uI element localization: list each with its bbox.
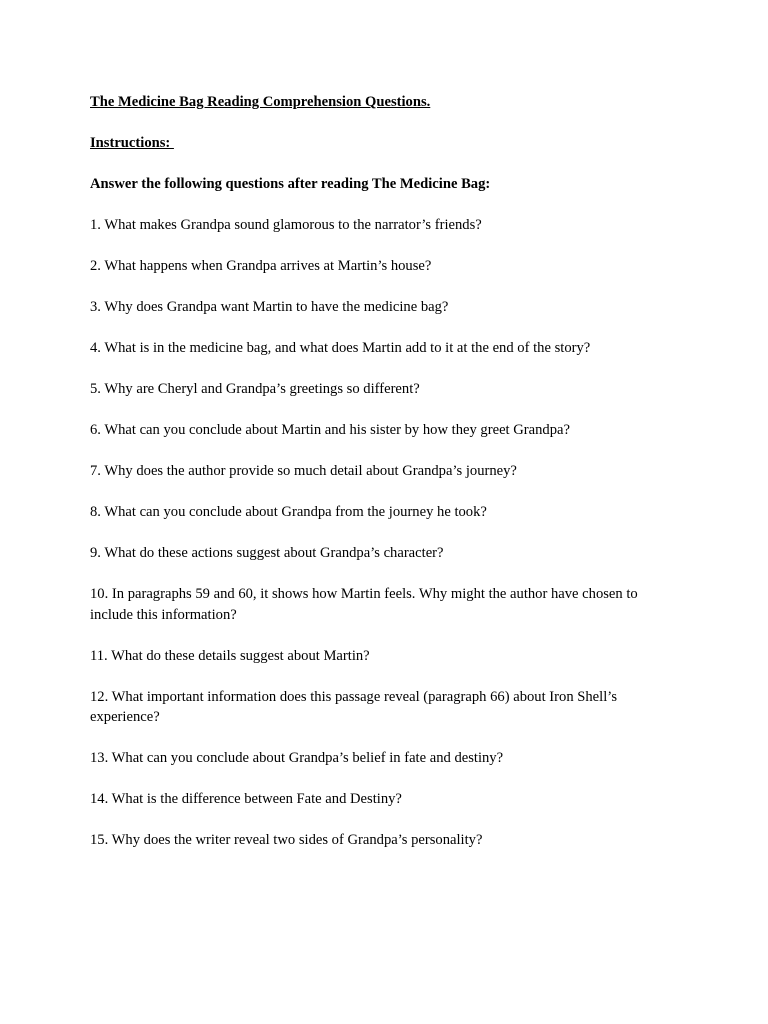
question-list [90, 215, 680, 851]
question-item: 4. What is in the medicine bag, and what does Martin add to it at the end of the story? [90, 340, 591, 356]
question-item: 6. What can you conclude about Martin and his sister by how they greet Grandpa? [90, 422, 570, 438]
document-title: The Medicine Bag Reading Comprehension Questions. [90, 94, 431, 110]
question-item: 7. Why does the author provide so much detail about Grandpa’s journey? [90, 463, 517, 479]
question-item: 1. What makes Grandpa sound glamorous to the narrator’s friends? [90, 217, 482, 233]
question-item: 9. What do these actions suggest about Grandpa’s character? [90, 545, 444, 561]
question-item: 2. What happens when Grandpa arrives at Martin’s house? [90, 258, 432, 274]
document-page [90, 92, 680, 851]
question-item: 11. What do these details suggest about Martin? [90, 647, 370, 664]
instructions-label: Instructions: [90, 135, 174, 151]
question-item: 3. Why does Grandpa want Martin to have the medicine bag? [90, 299, 449, 315]
question-item: 12. What important information does this passage reveal (paragraph 66) about Iron Shell’s experience? [90, 688, 617, 725]
question-item: 14. What is the difference between Fate and Destiny? [90, 791, 402, 807]
question-item: 8. What can you conclude about Grandpa from the journey he took? [90, 504, 487, 520]
instructions-lead: Answer the following questions after reading The Medicine Bag: [90, 176, 491, 192]
question-item: 15. Why does the writer reveal two sides of Grandpa’s personality? [90, 832, 483, 848]
question-item: 5. Why are Cheryl and Grandpa’s greetings so different? [90, 381, 420, 397]
question-item: 13. What can you conclude about Grandpa’s belief in fate and destiny? [90, 750, 504, 766]
question-item: 10. In paragraphs 59 and 60, it shows how Martin feels. Why might the author have chosen to include this information? [90, 586, 638, 623]
